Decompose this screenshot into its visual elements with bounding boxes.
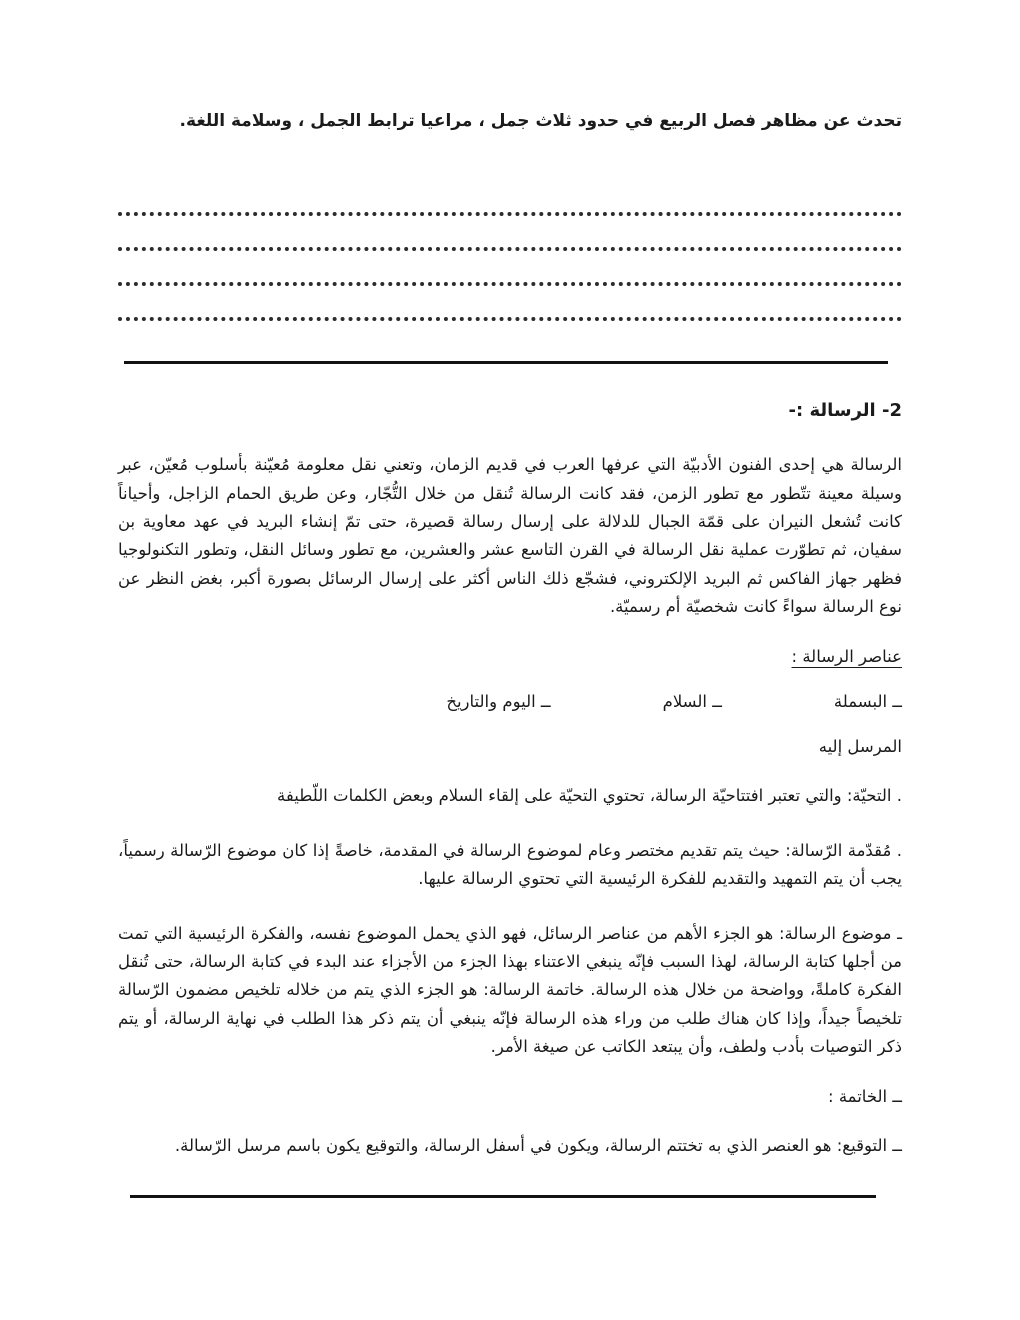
section-divider-bottom: [130, 1195, 876, 1198]
answer-line: [118, 286, 902, 321]
conclusion-label: ــ الخاتمة :: [828, 1087, 902, 1107]
question-title: تحدث عن مظاهر فصل الربيع في حدود ثلاث جمل ، مراعيا ترابط الجمل ، وسلامة اللغة.: [179, 111, 902, 131]
element-basmala: ــ البسملة: [833, 692, 902, 712]
intro-paragraph: الرسالة هي إحدى الفنون الأدبيّة التي عرفها العرب في قديم الزمان، وتعني نقل معلومة مُعيّنة بأسلوب مُعيّن، عبر وسيلة معينة تتّطور مع تطور الزمن، فقد كانت الرسالة تُنقل من خلال التُّجّار، وعن طريق الحمام الزاجل، وأحياناً كانت تُشعل النيران على قمّة الجبال للدلالة على إرسال رسالة قصيرة، حتى تمّ إنشاء البريد في عهد معاوية بن سفيان، ثم تطوّرت عملية نقل الرسالة في القرن التاسع عشر والعشرين، مع تطور وسائل النقل، وتطور التكنولوجيا فظهر جهاز الفاكس ثم البريد الإلكتروني، فشجّع ذلك الناس أكثر على إرسال الرسائل بصورة أكبر، بغض النظر عن نوع الرسالة سواءً كانت شخصيّة أم رسميّة.: [118, 455, 902, 617]
answer-line: [118, 216, 902, 251]
element-salam: ــ السلام: [662, 692, 722, 712]
elements-title: عناصر الرسالة :: [791, 647, 902, 667]
element-date: ــ اليوم والتاريخ: [446, 692, 551, 712]
section-heading: 2- الرسالة :-: [788, 400, 902, 422]
addressee-label: المرسل إليه: [818, 737, 902, 757]
subject-paragraph: ـ موضوع الرسالة: هو الجزء الأهم من عناصر الرسائل، فهو الذي يحمل الموضوع نفسه، والفكرة الرئيسية التي تمت من أجلها كتابة الرسالة، لهذا السبب فإنّه ينبغي الاعتناء بهذا الجزء من الأجزاء عند البدء في كتابة الرسالة، حتى تُنقل الفكرة كاملةً، وواضحة من خلال هذه الرسالة. خاتمة الرسالة: هو الجزء الذي يتم من خلاله تلخيص مضمون الرّسالة تلخيصاً جيداً، وإذا كان هناك طلب من وراء هذه الرسالة فإنّه ينبغي أن يتم ذكر هذا الطلب في نهاية الرسالة، أو يتم ذكر التوصيات بأدب ولطف، وأن يبتعد الكاتب عن صيغة الأمر.: [118, 923, 902, 1057]
answer-area: [118, 181, 902, 321]
greeting-paragraph: . التحيّة: والتي تعتبر افتتاحيّة الرسالة، تحتوي التحيّة على إلقاء السلام وبعض الكلمات اللّطيفة: [277, 786, 902, 806]
section-divider-top: [124, 361, 888, 364]
elements-row: [118, 692, 902, 711]
signature-paragraph: ــ التوقيع: هو العنصر الذي به تختتم الرسالة، ويكون في أسفل الرسالة، والتوقيع يكون باسم مرسل الرّسالة.: [174, 1136, 902, 1156]
answer-line: [118, 181, 902, 216]
introduction-paragraph: . مُقدّمة الرّسالة: حيث يتم تقديم مختصر وعام لموضوع الرسالة في المقدمة، خاصةً إذا كان موضوع الرّسالة رسمياً، يجب أن يتم التمهيد والتقديم للفكرة الرئيسية التي تحتوي الرسالة عليها.: [118, 840, 902, 889]
answer-line: [118, 251, 902, 286]
